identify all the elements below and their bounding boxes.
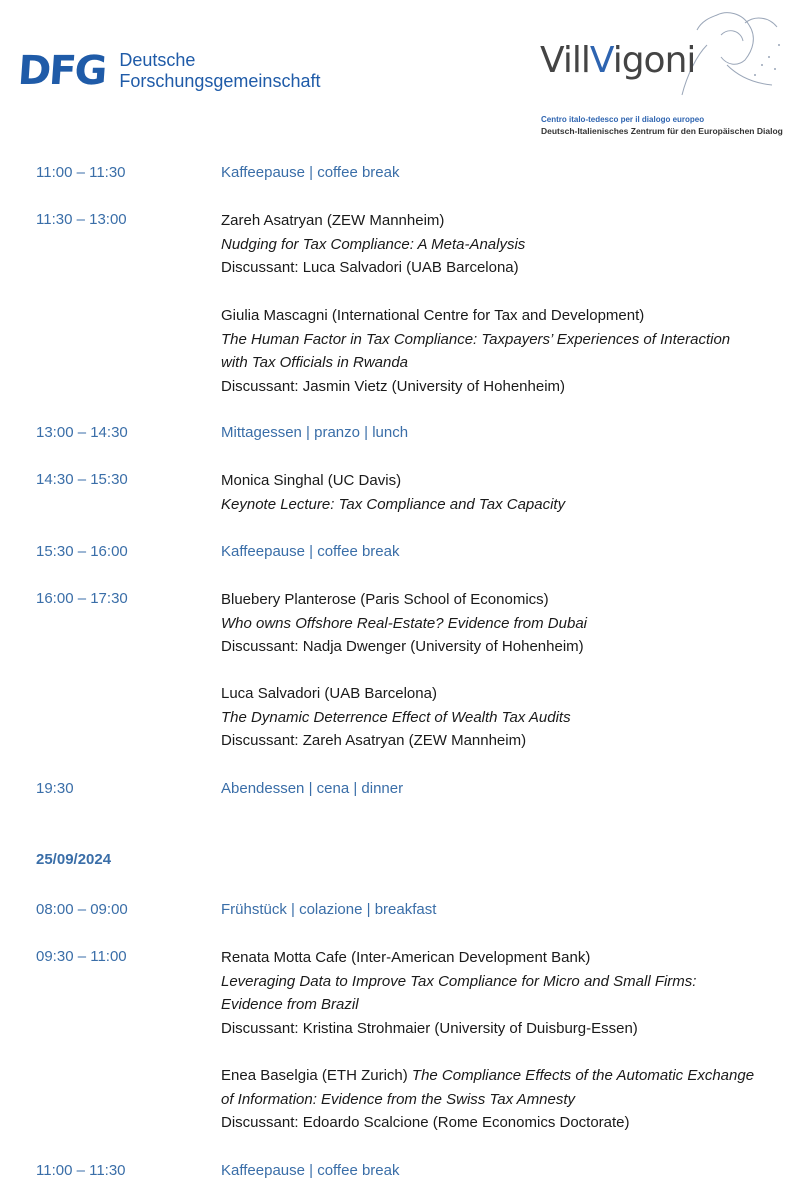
dfg-name-line-1: Deutsche bbox=[119, 50, 196, 70]
time-slot: 14:30 – 15:30 bbox=[36, 471, 128, 488]
discussant: Discussant: Zareh Asatryan (ZEW Mannheim) bbox=[221, 732, 527, 749]
time-slot: 08:00 – 09:00 bbox=[36, 901, 128, 918]
dfg-name-line-2: Forschungsgemeinschaft bbox=[119, 71, 321, 91]
break-label: Mittagessen | pranzo | lunch bbox=[221, 424, 409, 441]
dfg-logo-mark: DFG bbox=[16, 48, 107, 94]
date-heading: 25/09/2024 bbox=[36, 851, 112, 868]
speaker: Giulia Mascagni (International Centre for Tax and Development) bbox=[221, 307, 645, 324]
time-slot: 15:30 – 16:00 bbox=[36, 543, 128, 560]
talk-entry bbox=[221, 304, 766, 398]
time-slot: 19:30 bbox=[36, 780, 74, 797]
talk-entry bbox=[221, 1064, 766, 1135]
speaker: Zareh Asatryan (ZEW Mannheim) bbox=[221, 212, 445, 229]
time-slot: 11:00 – 11:30 bbox=[36, 1162, 126, 1179]
dfg-logo-text bbox=[119, 50, 320, 92]
break-label: Kaffeepause | coffee break bbox=[221, 543, 400, 560]
speaker-and-title-line-1 bbox=[221, 1064, 766, 1088]
time-slot: 11:00 – 11:30 bbox=[36, 164, 126, 181]
time-slot: 16:00 – 17:30 bbox=[36, 590, 128, 607]
speaker: Monica Singhal (UC Davis) bbox=[221, 472, 402, 489]
break-label: Frühstück | colazione | breakfast bbox=[221, 901, 437, 918]
villa-vigoni-logo bbox=[537, 5, 792, 145]
speaker: Enea Baselgia (ETH Zurich) bbox=[221, 1067, 408, 1084]
break-label: Kaffeepause | coffee break bbox=[221, 164, 400, 181]
talk-title: Keynote Lecture: Tax Compliance and Tax Capacity bbox=[221, 495, 566, 513]
villa-wordmark-part-1: Vill bbox=[540, 40, 590, 81]
page-header bbox=[0, 0, 801, 150]
talk-title: Nudging for Tax Compliance: A Meta-Analysis bbox=[221, 235, 526, 253]
dfg-logo bbox=[18, 50, 320, 92]
discussant: Discussant: Kristina Strohmaier (University of Duisburg-Essen) bbox=[221, 1019, 638, 1037]
talk-title: The Dynamic Deterrence Effect of Wealth Tax Audits bbox=[221, 708, 571, 726]
time-slot: 09:30 – 11:00 bbox=[36, 948, 127, 965]
time-slot: 11:30 – 13:00 bbox=[36, 211, 127, 228]
talk-title-line-1: The Human Factor in Tax Compliance: Taxpayers’ Experiences of Interaction bbox=[221, 330, 731, 348]
speaker: Bluebery Planterose (Paris School of Economics) bbox=[221, 591, 549, 608]
talk-title-line-2: with Tax Officials in Rwanda bbox=[221, 354, 409, 371]
talk-title-line-1: The Compliance Effects of the Automatic Exchange bbox=[411, 1067, 755, 1084]
speaker: Renata Motta Cafe (Inter-American Development Bank) bbox=[221, 949, 591, 966]
break-label: Kaffeepause | coffee break bbox=[221, 1162, 400, 1179]
break-label: Abendessen | cena | dinner bbox=[221, 780, 404, 797]
discussant: Discussant: Edoardo Scalcione (Rome Economics Doctorate) bbox=[221, 1114, 630, 1131]
talk-title-line-2: of Information: Evidence from the Swiss Tax Amnesty bbox=[221, 1090, 576, 1108]
talk-entry bbox=[221, 946, 766, 1040]
discussant: Discussant: Nadja Dwenger (University of Hohenheim) bbox=[221, 638, 584, 655]
talk-entry bbox=[221, 588, 766, 659]
talk-entry bbox=[221, 682, 766, 753]
discussant: Discussant: Jasmin Vietz (University of Hohenheim) bbox=[221, 377, 566, 395]
talk-entry bbox=[221, 469, 766, 516]
villa-subtitle-it: Centro italo-tedesco per il dialogo europeo bbox=[541, 115, 705, 124]
talk-title-line-1: Leveraging Data to Improve Tax Compliance for Micro and Small Firms: bbox=[221, 972, 697, 990]
talk-entry bbox=[221, 209, 766, 280]
speaker: Luca Salvadori (UAB Barcelona) bbox=[221, 685, 437, 702]
time-slot: 13:00 – 14:30 bbox=[36, 424, 128, 441]
villa-vigoni-wordmark bbox=[540, 40, 695, 81]
discussant: Discussant: Luca Salvadori (UAB Barcelona) bbox=[221, 259, 519, 276]
talk-title: Who owns Offshore Real-Estate? Evidence from Dubai bbox=[221, 614, 587, 632]
villa-wordmark-part-2: igoni bbox=[612, 40, 696, 81]
villa-subtitle-de: Deutsch-Italienisches Zentrum für den Europäischen Dialog bbox=[541, 126, 783, 136]
talk-title-line-2: Evidence from Brazil bbox=[221, 996, 359, 1013]
villa-wordmark-v: V bbox=[589, 40, 613, 81]
